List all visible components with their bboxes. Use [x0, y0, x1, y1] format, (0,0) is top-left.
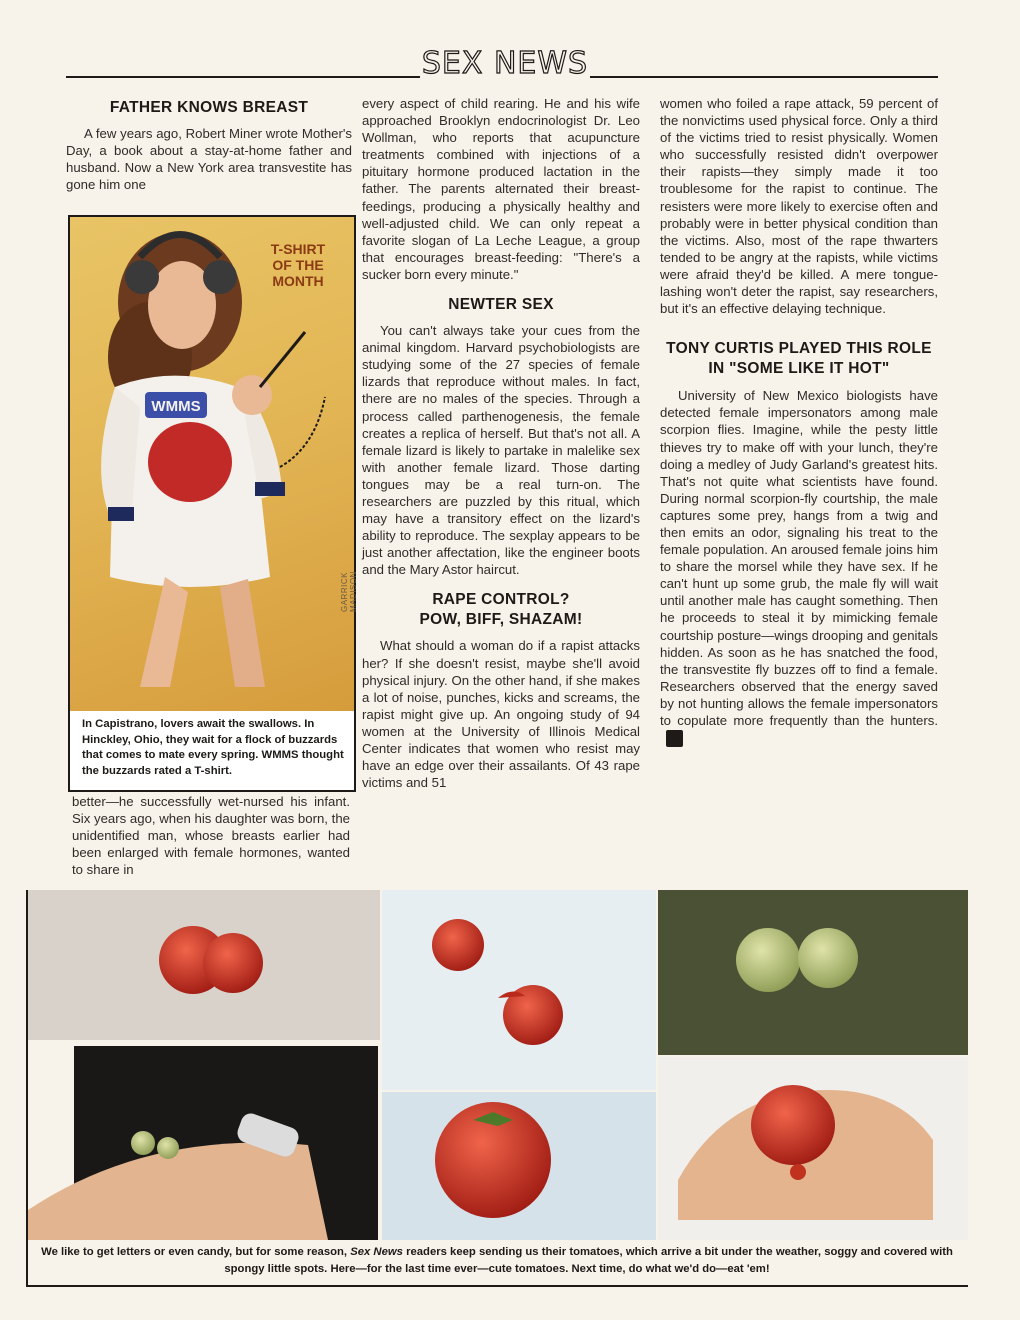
article-father-continued [72, 793, 350, 878]
article-father-intro [66, 98, 352, 193]
tshirt-photo [70, 217, 358, 711]
tomato-photo-4 [28, 1046, 378, 1240]
newter-paragraph-1: You can't always take your cues from the animal kingdom. Harvard psychobiologists are studying some of the 27 species of female lizards that reproduce without males. In fact, there are no males of the species. Through a process called parthenogenesis, the female creates a replica of herself. But that's not all. A female lizard is likely to partake in malelike sex with another female lizard. Those darting tongues may be a real turn-on. The researchers are puzzled by this ritual, which may have a transitory effect on the lizard's ability to reproduce. The sexplay appears to be just another affectation, like the engineer boots and the Mary Astor haircut. [362, 323, 640, 578]
headline-father: FATHER KNOWS BREAST [109, 99, 309, 116]
woman-in-tshirt-illustration [70, 217, 354, 711]
headline-rape-line-1: RAPE CONTROL? [432, 591, 570, 609]
tomato-photo-collage [26, 890, 968, 1287]
rape-paragraph-1: What should a woman do if a rapist attacks her? If she doesn't resist, maybe she'll avoid physical injury. On the other hand, if she makes a lot of noise, punches, kicks and screams, the rapist might give up. An ongoing study of 94 women at the University of Illinois Medical Center indicates that women who resist may have an edge over their assailants. Of 43 rape victims and 51 [362, 638, 640, 791]
header-rule-left [66, 76, 420, 78]
tomato-photo-1 [28, 890, 380, 1040]
tomato-caption-magazine-name: Sex News [350, 1246, 403, 1258]
tomato-caption [32, 1244, 962, 1278]
tomato-photo-3 [658, 890, 968, 1055]
label-line-2: OF THE [272, 257, 324, 273]
tomato-photos-illustration [28, 890, 968, 1240]
section-title: SEX NEWS [421, 46, 589, 81]
father-paragraph-1: A few years ago, Robert Miner wrote Mother's Day, a book about a stay-at-home father and husband. Now a New York area transvestite has gone him one [66, 126, 352, 193]
headline-newter: NEWTER SEX [448, 296, 554, 314]
tomato-caption-part-2: readers keep sending us their tomatoes, which arrive a bit under the weather, soggy and covered with spongy little spots. Here—for the last time ever—cute tomatoes. Next time, do what we'd do—eat 'em! [224, 1246, 953, 1275]
bunny-end-mark-icon: Y [666, 730, 683, 747]
column-3 [660, 95, 938, 747]
column-2 [362, 95, 640, 791]
rape-paragraph-2: women who foiled a rape attack, 59 percent of the nonvictims used physical force. Only a third of the victims tried to resist physically. Women who successfully resisted didn't overpower their rapists—they simply made it too troublesome for the rapist to continue. The resisters were more likely to exercise often and probably were in better physical condition than the victims. Also, most of the rape thwarters tended to be angry at the rapists, while victims were afraid they'd be killed. A mere tongue-lashing won't deter the rapist, say researchers, but it's an effective delaying technique. [660, 96, 938, 317]
father-paragraph-2: better—he successfully wet-nursed his infant. Six years ago, when his daughter was born, the unidentified man, whose breasts earlier had been enlarged with female hormones, wanted to share in [72, 794, 350, 878]
tomato-photo-2 [382, 890, 656, 1090]
label-line-1: T-SHIRT [270, 241, 326, 257]
headline-rape [362, 590, 640, 630]
shirt-logo-text: WMMS [151, 398, 201, 415]
tomato-caption-part-1: We like to get letters or even candy, but for some reason, [41, 1246, 348, 1258]
label-line-3: MONTH [272, 273, 324, 289]
headline-curtis [660, 339, 938, 379]
headline-rape-line-2: POW, BIFF, SHAZAM! [419, 611, 583, 629]
curtis-paragraph-1 [660, 387, 938, 747]
header-rule-right [590, 76, 938, 78]
headline-curtis-line-1: TONY CURTIS PLAYED THIS ROLE [666, 340, 932, 358]
tomato-photo-6 [658, 1057, 968, 1240]
father-paragraph-3: every aspect of child rearing. He and his wife approached Brooklyn endocrinologist Dr. Leo Wollman, who reports that acupuncture treatments combined with injections of a pituitary hormone produced lactation in the father. The parents alternated their breast-feedings, producing a physically healthy and well-adjusted child. We can only repeat a favorite slogan of La Leche League, a group that encourages breast-feeding: "There's a sucker born every minute." [362, 96, 640, 282]
photo-caption: In Capistrano, lovers await the swallows. In Hinckley, Ohio, they wait for a flock of buzzards that comes to mate every spring. WMMS thought the buzzards rated a T-shirt. [82, 718, 344, 777]
tshirt-of-the-month-label [250, 241, 346, 289]
curtis-paragraph-text: University of New Mexico biologists have detected female impersonators among male scorpion flies. Imagine, while the pesty little thieves try to make off with your lunch, they're doing a medley of Judy Garland's greatest hits. That's not quite what scientists have found. During normal scorpion-fly courtship, the male captures some prey, hangs from a twig and then emits an odor, signaling his treat to the female population. An aroused female joins him to share the morsel while they have sex. If he can't hunt up some grub, the male fly will wait until another male has caught something. Then he proceeds to steal it by mimicking female courtship posture—wings drooping and genitals hidden. As soon as he has snatched the food, the transvestite fly buzzes off to find a female. Researchers observed that the energy saved by not hunting allows the female impersonators to copulate more frequently than the hunters. [660, 388, 938, 728]
photo-credit: GARRICK MADISON [340, 571, 358, 612]
tomato-photo-5 [382, 1092, 656, 1240]
headline-curtis-line-2: IN "SOME LIKE IT HOT" [708, 360, 890, 378]
tshirt-photo-box [68, 215, 356, 792]
